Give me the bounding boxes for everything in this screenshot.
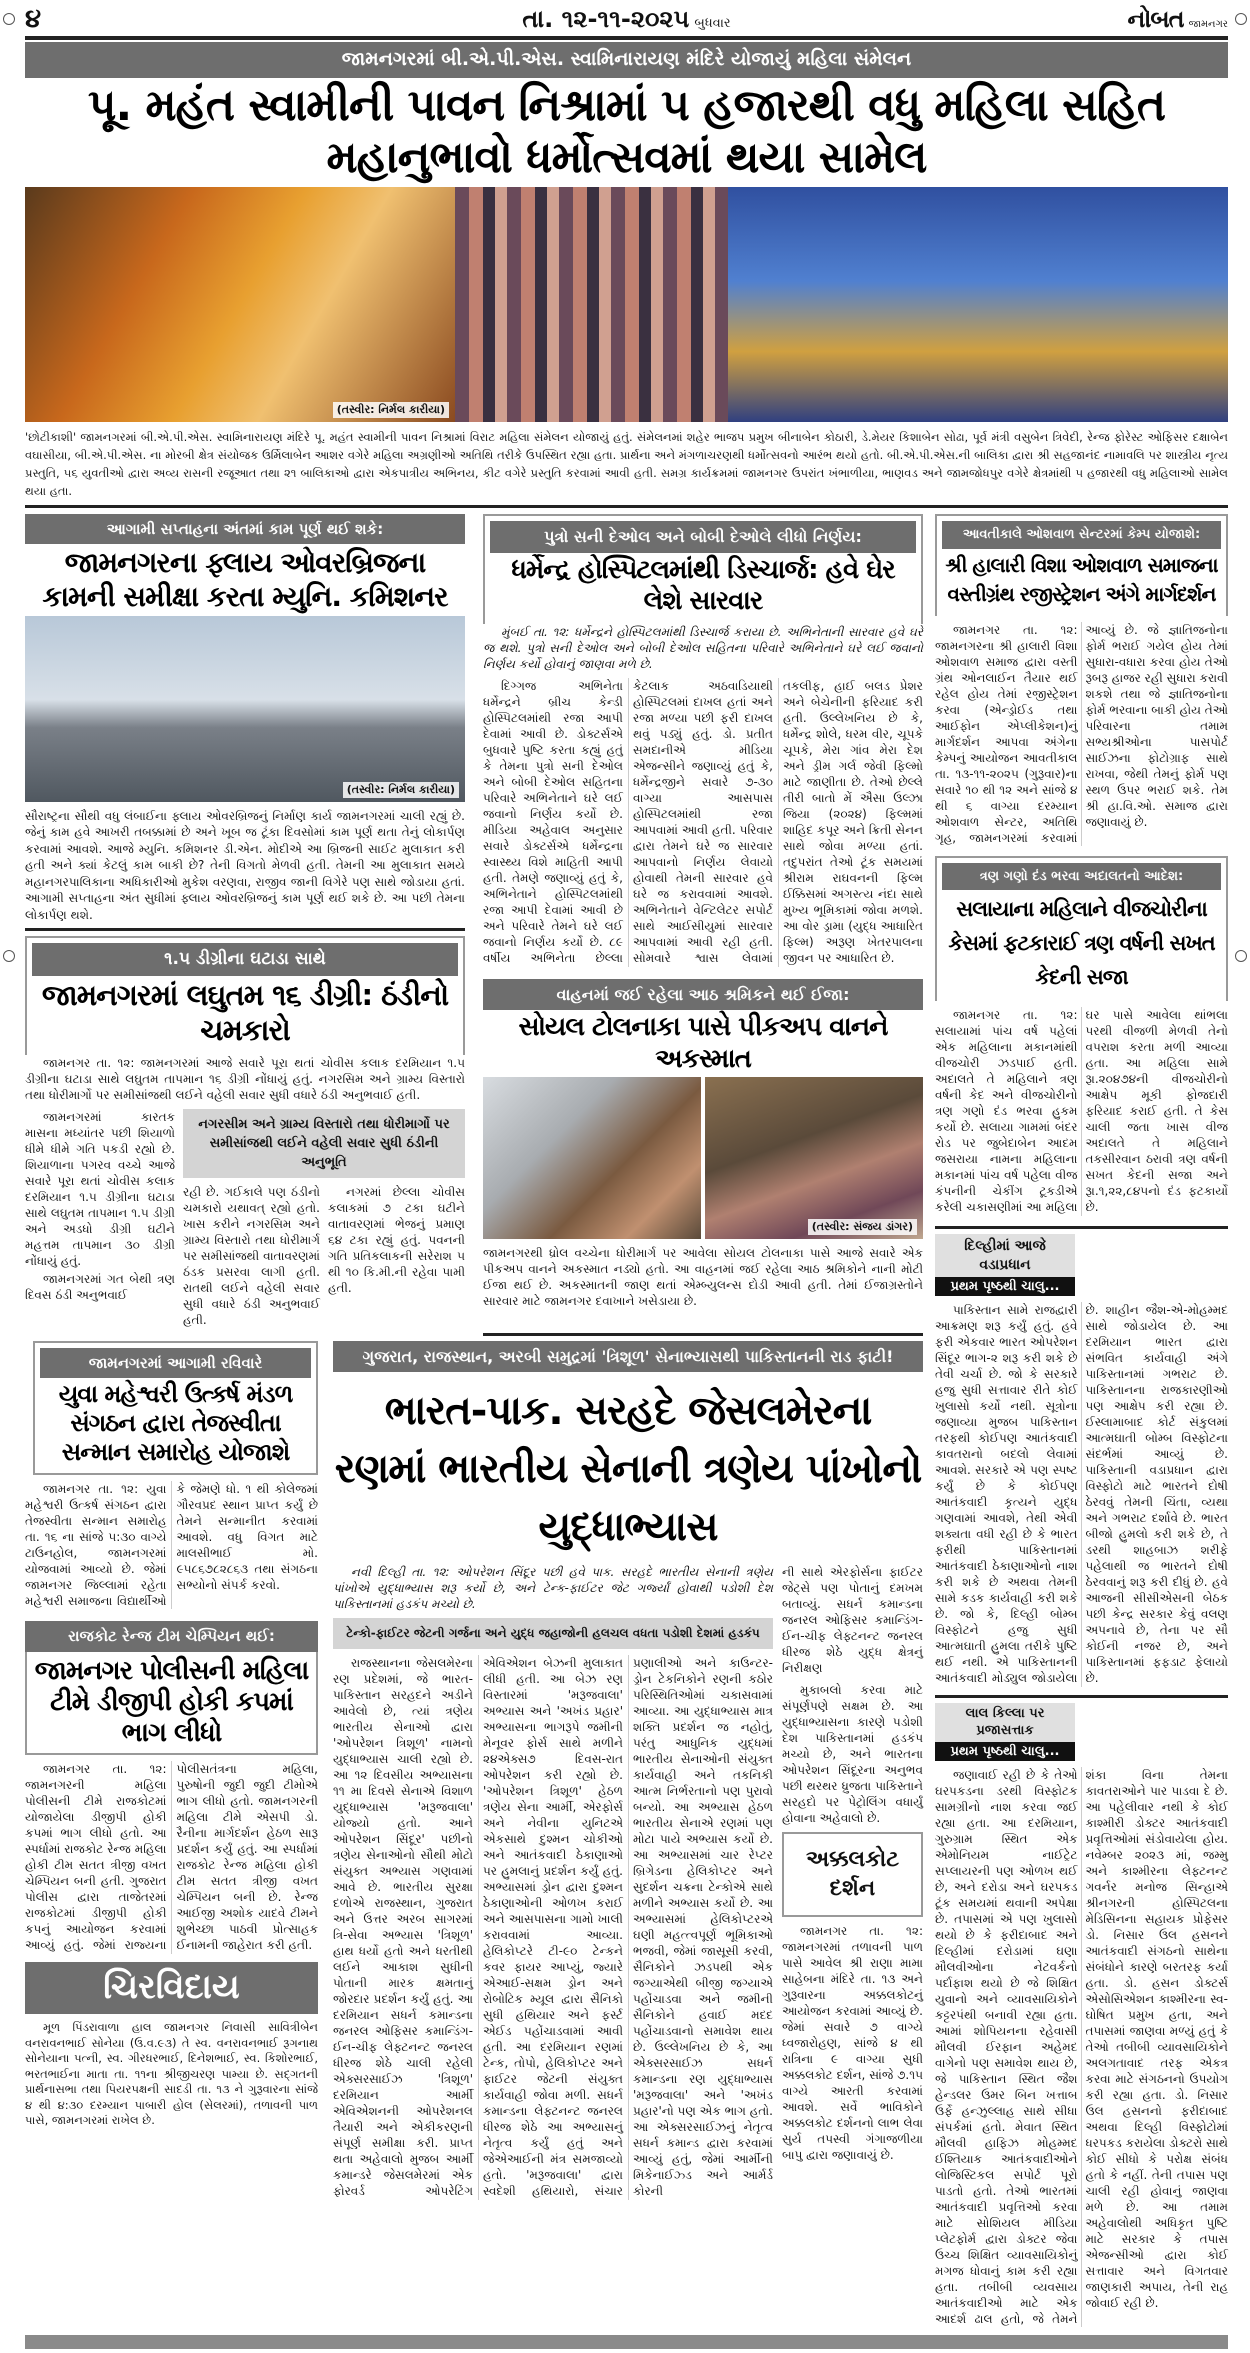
- photo-overturned-van: [483, 1077, 701, 1239]
- cold-col1b-text: જામનગરમાં ગત બેથી ત્રણ દિવસ ઠંડી અનુભવાઈ: [25, 1271, 175, 1302]
- cold-col1: [25, 1109, 175, 1305]
- pm-continued: પ્રથમ પૃષ્ઠથી ચાલુ...: [935, 1277, 1075, 1296]
- dharmendra-lead: [483, 624, 923, 672]
- trishul-section: [333, 1341, 923, 2200]
- registration-mark: [1235, 13, 1247, 25]
- cold-subcolumns: [183, 1184, 465, 1328]
- cold-col1-text: જામનગરમાં કારતક માસના મધ્યાંતર પછી શિયાળો ધીમે ધીમે ગતિ પકડી રહ્યો છે. શિયાળાના પગરવ વચ્ચે આજે સવારે પૂરા થતાં ચોવીસ કલાક દરમિયાન ૧.૫ ડીગ્રીના ઘટાડા સાથે લઘુતમ તાપમાન ૧.૫ ડીગ્રી અને અડધો ડીગ્રી ઘટીને મહત્તમ તાપમાન ૩૦ ડીગ્રી નોંધાયું હતું.: [25, 1109, 175, 1268]
- page-number: ૪: [25, 3, 42, 34]
- cold-lead: [25, 1055, 465, 1103]
- photo-credit: (તસ્વીર: નિર્મલ કારીયા): [333, 402, 449, 418]
- hockey-body-text: જામનગર તા. ૧૨: જામનગરની મહિલા પોલીસની ટીમે રાજકોટમાં યોજાયેલા ડીજીપી હોકી કપમાં ભાગ લીધો હતો. આ સ્પર્ધામાં રાજકોટ રેન્જ મહિલા હોકી ટીમ સતત ત્રીજી વખત ચેમ્પિયન બની હતી. ગુજરાત પોલીસ દ્વારા તાજેતરમાં રાજકોટમાં ડીજીપી હોકી કપનું આયોજન કરવામાં આવ્યું હતું. જેમાં રાજ્યના પોલીસતંત્રના મહિલા, પુરુષોની જુદી જુદી ટીમોએ ભાગ લીધો હતો. જામનગરની મહિલા ટીમે એસપી ડો. રૈનીના માર્ગદર્શન હેઠળ સારૂ પ્રદર્શન કર્યું હતું. આ સ્પર્ધામાં રાજકોટ રેન્જ મહિલા હોકી ટીમ સતત ત્રીજી વખત ચેમ્પિયન બની છે. રેન્જ આઈજી અશોક યાદવે ટીમને શુભેચ્છા પાઠવી પ્રોત્સાહક ઈનામની જાહેરાત કરી હતી.: [25, 1762, 318, 1953]
- middle-upper-column: [483, 514, 923, 1309]
- redfort-heading: [935, 1703, 1075, 1762]
- obituary-body: [25, 2020, 318, 2129]
- left-middle-area: [25, 514, 923, 2200]
- cold-columns: [25, 1109, 465, 1328]
- photo-credit: (તસ્વીર: નિર્મલ કારીયા): [343, 782, 459, 798]
- salaya-body-text: જામનગર તા. ૧૨: સલાયામાં પાંચ વર્ષ પહેલાં એક મહિલાના મકાનમાંથી વીજચોરી ઝડપાઈ હતી. અદાલતે તે મહિલાને ત્રણ વર્ષની કેદ અને વીજચોરીનો ત્રણ ગણો દંડ ભરવા હુકમ કર્યો છે. સલાયા ગામમાં બંદર રોડ પર જુબેદાબેન આદમ જસરાયા નામના મહિલાના મકાનમાં પાંચ વર્ષ પહેલા વીજ કંપનીની ચેકીંગ ટૂકડીએ કરેલી ચકાસણીમાં આ મહિલા ઘર પાસે આવેલા થાંભલા પરથી વીજળી મેળવી તેનો વપરાશ કરતા મળી આવ્યા હતા. આ મહિલા સામે રૂા.૨૦૪૭૪ની વીજચોરીનો આક્ષેપ મૂકી ફોજદારી ફરિયાદ કરાઈ હતી. તે કેસ ચાલી જતા ખાસ વીજ અદાલતે તે મહિલાને તકસીરવાન ઠરાવી ત્રણ વર્ષની સખત કેદની સજા અને રૂા.૧,૨૨,૮૪૫નો દંડ ફટકાર્યો છે.: [935, 1008, 1228, 1215]
- left-upper-column: [25, 514, 465, 1327]
- section-rule: [25, 505, 1228, 508]
- dharmendra-body-text: દિગ્ગજ અભિનેતા ધર્મેન્દ્રને બ્રીચ કેન્ડી હોસ્પિટલમાંથી રજા આપી દેવામાં આવી છે. ડોક્ટર્સએ બુધવારે પુષ્ટિ કરતા કહ્યું હતું કે તેમના પુત્રો સની દેઓલ અને બોબી દેઓલ સહિતના પરિવારે અભિનેતાને ઘરે લઈ જવાનો નિર્ણય કર્યો છે. મીડિયા અહેવાલ અનુસાર સવારે ડોક્ટર્સએ ધર્મેન્દ્રના સ્વાસ્થ્ય વિશે માહિતી આપી હતી. તેમણે જણાવ્યું હતું કે, અભિનેતાને હોસ્પિટલમાંથી રજા આપી દેવામાં આવી છે અને પરિવારે તેમને ઘરે લઈ જવાનો નિર્ણય કર્યો છે. ૮૯ વર્ષીય અભિનેતા છેલ્લા કેટલાક અઠવાડિયાથી હોસ્પિટલમાં દાખલ હતાં અને રજા મળ્યા પછી ફરી દાખલ થવું પડ્યું હતું. ડો. પ્રતીત સમદાનીએ મીડિયા એજન્સીને જણાવ્યું હતું કે, ધર્મેન્દ્રજીને સવારે ૭-૩૦ વાગ્યા આસપાસ હોસ્પિટલમાંથી રજા આપવામાં આવી હતી. પરિવાર દ્વારા તેમને ઘરે જ સારવાર આપવાનો નિર્ણય લેવાયો હોવાથી તેમની સારવાર હવે ઘરે જ કરાવવામાં આવશે. અભિનેતાને વેન્ટિલેટર સપોર્ટ સાથે આઈસીયુમાં સારવાર આપવામાં આવી રહી હતી. સોમવારે શ્વાસ લેવામાં તકલીફ, હાઈ બલડ પ્રેશર અને બેચેનીની ફરિયાદ કરી હતી. ઉલ્લેખનિય છે કે, ધર્મેન્દ્ર શોલે, ધરમ વીર, ચૂપકે ચૂપકે, મેરા ગાંવ મેરા દેશ અને ડ્રીમ ગર્લ જેવી ફિલ્મો માટે જાણીતા છે. તેઓ છેલ્લે તીરી બાતો મેં ઐસા ઉલ્ઝા જિયા (૨૦૨૪) ફિલ્મમાં શાહિદ કપૂર અને ક્રિતી સેનન સાથે જોવા મળ્યા હતાં. તદુપરાંત તેઓ ટૂંક સમયમાં શ્રીરામ રાઘવનની ફિલ્મ ઈક્કિસમાં અગસ્ત્ય નંદા સાથે મુખ્ય ભૂમિકામાં જોવા મળશે. આ વોર ડ્રામા (યુદ્ધ આધારિત ફિલ્મ) અરૂણ ખેતરપાલના જીવન પર આધારિત છે.: [483, 679, 923, 966]
- cold-col3-text: નગરમાં છેલ્લા ચોવીસ કલાકમાં ૭ ટકા ઘટીને વાતાવરણમાં ભેજનું પ્રમાણ ૬૪ ટકા રહ્યું હતું. પવનની ગતિ પ્રતિકલાકની સરેરાશ ૫ થી ૧૦ કિ.મી.ની રહેવા પામી હતી.: [328, 1184, 465, 1295]
- akkalkot-title: અક્કલકોટ દર્શન: [805, 1847, 900, 1901]
- accident-headline: સોયલ ટોલનાકા પાસે પીકઅપ વાનને અકસ્માત: [518, 1012, 888, 1074]
- registration-mark: [3, 950, 15, 962]
- flyover-kicker: આગામી સપ્તાહના અંતમાં કામ પૂર્ણ થઈ શકે:: [25, 514, 465, 544]
- salaya-box: [935, 856, 1228, 1002]
- obituary-body-text: મૂળ પિંડરાવાળા હાલ જામનગર નિવાસી સાવિત્રીબેન વનરાવનભાઈ સોનેયા (ઉ.વ.૯૩) તે સ્વ. વનરાવનભાઈ રૂગનાથ સોનેયાના પત્ની, સ્વ. ગીરધરભાઈ, દિનેશભાઈ, સ્વ. કિશોરભાઈ, ભરતભાઈના માતા તા. ૧૧ના શ્રીજીચરણ પામ્યા છે. સદ્ગતની પ્રાર્થનાસભા તથા પિયરપક્ષની સાદડી તા. ૧૩ ને ગુરૂવારના સાંજે ૪ થી ૪:૩૦ દરમ્યાન પાબારી હોલ (સેલરમાં), તળાવની પાળ પાસે, જામનગરમાં રાખેલ છે.: [25, 2020, 318, 2128]
- hockey-box: [25, 1652, 318, 1756]
- hockey-kicker: રાજકોટ રેન્જ ટીમ ચેમ્પિયન થઈ:: [25, 1621, 318, 1651]
- dharmendra-body: [483, 678, 923, 967]
- trishul-columns: [333, 1564, 923, 2199]
- salaya-kicker: ત્રણ ગણો દંડ ભરવા અદાલતનો આદેશ:: [942, 863, 1221, 891]
- masthead: [25, 2, 1228, 36]
- photo-injured-workers: [705, 1077, 923, 1239]
- obituary-title: ચિરવિદાય: [25, 1962, 318, 2014]
- maheshwari-body: [25, 1481, 318, 1609]
- cold-right-part: [183, 1109, 465, 1328]
- akkalkot-body: [782, 1923, 923, 2163]
- trishul-subhead: ટેન્કો-ફાઈટર જેટની ગર્જના અને યુદ્ધ જહાજોની હલચલ વધતા પડોશી દેશમાં હડકંપ: [333, 1618, 773, 1649]
- footer-bar: [25, 2335, 1228, 2349]
- cold-headline: જામનગરમાં લઘુતમ ૧૬ ડીગ્રી: ઠંડીનો ચમકારો: [41, 978, 449, 1047]
- trishul-col4: [782, 1682, 923, 1826]
- trishul-body-text: રાજસ્થાનના જેસલમેરના રણ પ્રદેશમાં, જે ભારત-પાકિસ્તાન સરહદને અડીને આવેલો છે, ત્યાં ત્રણેય ભારતીય સેનાઓ દ્વારા 'ઓપરેશન ત્રિશૂળ' નામનો યુદ્ધાભ્યાસ ચાલી રહ્યો છે. આ ૧૨ દિવસીય અભ્યાસના ૧૧ મા દિવસે સેનાએ વિશાળ યુદ્ધાભ્યાસ 'મરૂજવાલા' યોજ્યો હતો. આને ઓપરેશન સિંદૂર' પછીનો ત્રણેય સેનાઓનો સૌથી મોટો સંયુક્ત અભ્યાસ ગણવામાં આવે છે. ભારતીય સુરક્ષા દળોએ રાજસ્થાન, ગુજરાત અને ઉત્તર અરબ સાગરમાં ત્રિ-સેવા અભ્યાસ 'ત્રિશૂળ' હાથ ધર્યો હતો અને ધરતીથી લઈને આકાશ સુધીની પોતાની મારક ક્ષમતાનું જોરદાર પ્રદર્શન કર્યું હતું. આ દરમિયાન સધર્ન કમાન્ડના જનરલ ઓફિસર કમાન્ડિંગ-ઈન-ચીફ લેફ્ટનન્ટ જનરલ ધીરજ શેઠે ચાલી રહેલી એક્સરસાઈઝ 'ત્રિશૂળ' દરમિયાન આર્મી એવિએશનની ઓપરેશનલ તૈયારી અને એકીકરણની સંપૂર્ણ સમીક્ષા કરી. પ્રાપ્ત થતા અહેવાલો મુજબ આર્મી કમાન્ડરે જેસલમેરમાં એક ફોરવર્ડ ઓપરેટિંગ એવિએશન બેઝની મુલાકાત લીધી હતી. આ બેઝ રણ વિસ્તારમાં 'મરૂજવાલા' અભ્યાસ અને 'અખંડ પ્રહાર' અભ્યાસના ભાગરૂપે જમીની મેનૂવર ફોર્સ સાથે મળીને ૨૪એક્સ૭ દિવસ-રાત ઓપરેશન કરી રહ્યો છે. 'ઓપરેશન ત્રિશૂળ' હેઠળ ત્રણેય સેના આર્મી, એરફોર્સ અને નેવીના યુનિટએ એકસાથે દુશ્મન ચોકીઓ અને આતંકવાદી ઠેકાણાઓ પર હુમલાનું પ્રદર્શન કર્યું હતું. અભ્યાસમાં ડ્રોન દ્વારા દુશ્મન ઠેકાણાઓની ઓળખ કરાઈ અને આસપાસના ગામો ખાલી કરાવવામાં આવ્યા. હેલિકોપ્ટરે ટી-૯૦ ટેન્કને કવર ફાયર આપ્યું, જ્યારે એઆઈ-સક્ષમ ડ્રોન અને રોબોટિક મ્યૂલ દ્વારા સૈનિકો સુધી હથિયાર અને ફર્સ્ટ એઈડ પહોંચાડવામાં આવી હતી. આ દરમિયાન રણમાં ટેન્ક, તોપો, હેલિકોપ્ટર અને ફાઈટર જેટની સંયુક્ત કાર્યવાહી જોવા મળી. સધર્ન કમાન્ડના લેફ્ટનન્ટ જનરલ ધીરજ શેઠે આ અભ્યાસનું નેતૃત્વ કર્યું હતું અને જેએઆઈની મંત્ર સમજાવ્યો હતો. 'મરૂજવાલા' દ્વારા સ્વદેશી હથિયારો, સંચાર પ્રણાલીઓ અને કાઉન્ટર-ડ્રોન ટેકનિકોને રણની કઠોર પરિસ્થિતિઓમાં ચકાસવામાં આવ્યા. આ યુદ્ધાભ્યાસ માત્ર શક્તિ પ્રદર્શન જ નહોતું, પરંતુ આધુનિક યુદ્ધમાં ભારતીય સેનાઓની સંયુક્ત કાર્યવાહી અને તકનિકી આત્મ નિર્ભરતાનો પણ પુરાવો બન્યો. આ અભ્યાસ હેઠળ ભારતીય સેનાએ રણમાં પણ મોટા પાયે અભ્યાસ કર્યો છે. આ અભ્યાસમાં ચાર રેપ્ટર બ્રિગેડના હેલિકોપ્ટર અને સુદર્શન ચક્રના ટેન્કોએ સાથે મળીને અભ્યાસ કર્યો છે. આ અભ્યાસમાં હેલિકોપ્ટરએ ઘણી મહત્ત્વપૂર્ણ ભૂમિકાઓ ભજવી, જેમાં જાસૂસી કરવી, સૈનિકોને ઝડપથી એક જગ્યાએથી બીજી જગ્યાએ પહોંચાડવા અને જમીની સૈનિકોને હવાઈ મદદ પહોંચાડવાનો સમાવેશ થાય છે. ઉલ્લેખનિય છે કે, આ એક્સરસાઈઝ સધર્ન કમાન્ડના રણ યુદ્ધાભ્યાસ 'મરૂજવાલા' અને 'અખંડ પ્રહાર'નો પણ એક ભાગ હતો. આ એક્સરસાઈઝનું નેતૃત્વ સધર્ન કમાન્ડ દ્વારા કરવામાં આવ્યું હતું, જેમાં આર્મીની મિકેનાઈઝ્ડ અને આર્મર્ડ કોરની: [333, 1656, 773, 2199]
- cold-box: [25, 936, 465, 1055]
- newspaper-logo: [1028, 5, 1228, 33]
- hockey-headline: જામનગર પોલીસની મહિલા ટીમે ડીજીપી હોકી કપમાં ભાગ લીધો: [34, 1655, 309, 1748]
- trishul-body: [333, 1655, 773, 2200]
- right-column: [935, 514, 1228, 2327]
- oshwal-headline: શ્રી હાલારી વિશા ઓશવાળ સમાજના વસ્તીગ્રંથ રજીસ્ટ્રેશન અંગે માર્ગદર્શન: [945, 552, 1218, 606]
- maheshwari-kicker: જામનગરમાં આગામી રવિવારે: [40, 1348, 311, 1378]
- hockey-body: [25, 1761, 318, 1954]
- lead-kicker: જામનગરમાં બી.એ.પી.એસ. સ્વામિનારાયણ મંદિરે યોજાયું મહિલા સંમેલન: [25, 42, 1228, 78]
- oshwal-body-text: જામનગર તા. ૧૨: જામનગરના શ્રી હાલારી વિશા ઓશવાળ સમાજ દ્વારા વસ્તી ગ્રંથ ઓનલાઈન તૈયાર થઈ રહેલ હોય તેમાં રજીસ્ટ્રેશન કરવા (એન્ડ્રોઈડ તથા આઈફોન એપ્લીકેશન)નું માર્ગદર્શન આપવા અંગેના કેમ્પનું આયોજન આવતીકાલ તા. ૧૩-૧૧-૨૦૨૫ (ગુરૂવાર)ના સવારે ૧૦ થી ૧૨ અને સાંજે ૪ થી ૬ વાગ્યા દરમ્યાન ઓશવાળ સેન્ટર, અતિથિ ગૃહ, જામનગરમાં કરવામાં આવ્યું છે. જે જ્ઞાતિજનોના ફોર્મ ભરાઈ ગયેલ હોય તેમાં સુધારા-વધારા કરવા હોય તેઓ રૂબરૂ હાજર રહી સુધારા કરાવી શકશે તથા જે જ્ઞાતિજનોના ફોર્મ ભરવાના બાકી હોય તેઓ પરિવારના તમામ સભ્યશ્રીઓના પાસપોર્ટ સાઈઝના ફોટોગ્રાફ સાથે રાખવા, જેથી તેમનું ફોર્મ પણ સ્થળ ઉપર ભરાઈ શકે. તેમ શ્રી હા.વિ.ઓ. સમાજ દ્વારા જણાવાયું છે.: [935, 622, 1228, 845]
- cold-subhead: નગરસીમ અને ગ્રામ્ય વિસ્તારો તથા ધોરીમાર્ગો પર સમીસાંજથી લઈને વહેલી સવાર સુધી ઠંડીની અનુભૂતિ: [183, 1109, 465, 1178]
- oshwal-body: [935, 622, 1228, 846]
- accident-kicker: વાહનમાં જઈ રહેલા આઠ શ્રમિકને થઈ ઈજા:: [483, 979, 923, 1011]
- accident-body: જામનગરથી ધ્રોલ વચ્ચેના ધોરીમાર્ગ પર આવેલા સોયલ ટોલનાકા પાસે આજે સવારે એક પીકઅપ વાનને અકસ્માત નડ્યો હતો. આ વાહનમાં જઈ રહેલા આઠ શ્રમિકોને નાની મોટી ઈજા થઈ છે. અકસ્માતની જાણ થતાં એમ્બ્યુલન્સ દોડી આવી હતી. તેમાં ઈજાગ્રસ્તોને સારવાર માટે જામનગર દવાખાને ખસેડાયા છે.: [483, 1245, 923, 1308]
- section-rule: [25, 928, 465, 931]
- page-date: [522, 5, 730, 33]
- maheshwari-body-text: જામનગર તા. ૧૨: યુવા મહેશ્વરી ઉત્કર્ષ સંગઠન દ્વારા તેજસ્વીતા સન્માન સમારોહ તા. ૧૬ ના સાંજે ૫:૩૦ વાગ્યે ટાઉનહોલ, જામનગરમાં યોજવામાં આવ્યો છે. જેમાં જામનગર જિલ્લામાં રહેતા મહેશ્વરી સમાજના વિદ્યાર્થીઓ કે જેમણે ધો. ૧ થી કોલેજમાં ગૌરવપ્રદ સ્થાન પ્રાપ્ત કર્યું છે તેમને સન્માનીત કરવામાં આવશે. વધુ વિગત માટે માલસીભાઈ મો. ૯૫૮૬૭૮૨૮૬૩ તથા સંગઠના સભ્યોનો સંપર્ક કરવો.: [25, 1482, 318, 1609]
- cold-col3: [328, 1184, 465, 1298]
- dharmendra-box: [483, 514, 923, 624]
- dharmendra-lead-text: મુંબઈ તા. ૧૨: ધર્મેન્દ્રને હોસ્પિટલમાંથી ડિસ્ચાર્જ કરાયા છે. અભિનેતાની સારવાર હવે ઘરે જ થશે. પુત્રો સની દેઓલ અને બોબી દેઓલ સહિતના પરિવારે અભિનેતાને ઘરે લઈ જવાનો નિર્ણય કર્યો હોવાનું જાણવા મળે છે.: [483, 625, 923, 672]
- lower-page: [25, 514, 1228, 2327]
- photo-flyover-inspection: [25, 616, 465, 802]
- accident-photos: [483, 1077, 923, 1239]
- photo-stage-performance: [728, 187, 1228, 422]
- registration-mark: [1235, 950, 1247, 962]
- upper-row: [25, 514, 923, 1327]
- cold-kicker: ૧.૫ ડીગ્રીના ઘટાડા સાથે: [32, 943, 458, 976]
- oshwal-box: [935, 514, 1228, 616]
- photo-mahant-swami: [25, 187, 455, 422]
- redfort-body-text: જણાવાઈ રહી છે કે તેઓ ઘરપકડના ડરથી વિસ્ફોટક સામગ્રીનો નાશ કરવા જઈ રહ્યા હતા. આ દરમિયાન, ગુરુગ્રામ સ્થિત એક એમોનિયમ નાઈટ્રેટ સપ્લાયરની પણ ઓળખ થઈ છે, અને દરોડા અને ઘરપકડ ટૂંક સમયમાં થવાની અપેક્ષા છે. તપાસમાં એ પણ ખુલાસો થયો છે કે ફરીદાબાદ અને દિલ્હીમાં દરોડામાં ઘણા મૌલવીઓના નેટવર્કનો પર્દાફાશ થયો છે જે શિક્ષિત યુવાનો અને વ્યાવસાયિકોને કટ્ટરપંથી બનાવી રહ્યા હતા. આમાં શોપિયનના રહેવાસી મૌલવી ઈરફાન અહેમદ વાગેનો પણ સમાવેશ થાય છે, જે પાકિસ્તાન સ્થિત જૈશ હેન્ડલર ઉમર બિન ખત્તાબ ઉર્ફે હન્ઝુલ્લાહ સાથે સીધા સંપર્કમાં હતો. મેવાત સ્થિત મૌલવી હાફિઝ મોહમ્મદ ઈશ્તિયાક આતંકવાદીઓને લોજિસ્ટિકલ સપોર્ટ પૂરો પાડતો હતો. તેઓ ભારતમાં આતંકવાદી પ્રવૃત્તિઓ કરવા માટે સોશિયલ મીડિયા પ્લેટફોર્મ દ્વારા ડોક્ટર જેવા ઉચ્ચ શિક્ષિત વ્યાવસાયિકોનું મગજ ધોવાનું કામ કરી રહ્યા હતા. તબીબી વ્યવસાય આતંકવાદીઓ માટે એક આદર્શ ઢાલ હતો, જે તેમને શંકા વિના તેમના કાવતરાઓને પાર પાડવા દે છે. આ પહેલીવાર નથી કે કોઈ કાશ્મીરી ડોક્ટર આતંકવાદી પ્રવૃત્તિઓમાં સંડોવાયેલા હોય. નવેમ્બર ૨૦૨૩ માં, જમ્મુ અને કાશ્મીરના લેફ્ટનન્ટ ગવર્નર મનોજ સિન્હાએ શ્રીનગરની હોસ્પિટલના મેડિસિનના સહાયક પ્રોફેસર ડો. નિસાર ઉલ હસનને આતંકવાદી સંગઠનો સાથેના સંબંધોને કારણે બરતરફ કર્યા હતા. ડો. હસન ડોક્ટર્સ એસોસિએશન કાશ્મીરના સ્વ-ઘોષિત પ્રમુખ હતા, અને તપાસમાં જાણવા મળ્યું હતું કે તેઓ તબીબી વ્યાવસાયિકોને અલગતાવાદ તરફ એકત્ર કરવા માટે સંગઠનનો ઉપયોગ કરી રહ્યા હતા. ડો. નિસાર ઉલ હસનનો ફરીદાબાદ અથવા દિલ્હી વિસ્ફોટોમાં ધરપકડ કરાયેલા ડોક્ટરો સાથે કોઈ સીધો કે પરોક્ષ સંબંધ હતો કે નહીં. તેની તપાસ પણ ચાલી રહી હોવાનું જાણવા મળે છે. આ તમામ અહેવાલોથી અધિકૃત પુષ્ટિ માટે સરકાર કે તપાસ એજન્સીઓ દ્વારા કોઈ સત્તાવાર અને વિગતવાર જાણકારી અપાય, તેની રાહ જોવાઈ રહી છે.: [935, 1768, 1228, 2327]
- redfort-label: લાલ કિલ્લા પર પ્રજાસત્તાક: [935, 1703, 1075, 1743]
- pm-label: દિલ્હીમાં આજે વડાપ્રધાન: [935, 1234, 1075, 1276]
- left-lower-column: [25, 1341, 318, 2131]
- cold-col2: રહી છે. ગઈકાલે પણ ઠંડીનો ચમકારો યથાવત્ રહ્યો હતો. ખાસ કરીને નગરસિમ અને ગ્રામ્ય વિસ્તારો તથા ધોરીમાર્ગ પર સમીસાંજથી વાતાવરણમાં ઠંડક પ્રસરવા લાગી હતી. રાતથી લઈને વહેલી સવાર સુધી વધારે ઠંડી અનુભવાઈ હતી.: [183, 1184, 320, 1327]
- weekday: બુધવાર: [694, 16, 731, 31]
- registration-mark: [3, 13, 15, 25]
- trishul-lead-text: નવી દિલ્હી તા. ૧૨: ઓપરેશન સિંદૂર પછી હવે પાક. સરહદે ભારતીય સેનાની ત્રણેય પાંખોએ યુદ્ધાભ્યાસ શરૂ કર્યો છે, અને ટેન્ક-ફાઈટર જેટ ગર્જ્યાં હોવાથી પડોશી દેશ પાકિસ્તાનમાં હડકંપ મચ્યો છે.: [333, 1565, 773, 1612]
- section-rule: [483, 1333, 923, 1336]
- lead-photos: [25, 187, 1228, 422]
- redfort-body: [935, 1767, 1228, 2327]
- dharmendra-headline: ધર્મેન્દ્ર હોસ્પિટલમાંથી ડિસ્ચાર્જ: હવે ઘેર લેશે સારવાર: [511, 554, 895, 617]
- redfort-continued: પ્રથમ પૃષ્ઠથી ચાલુ...: [935, 1742, 1075, 1761]
- pm-heading: [935, 1234, 1075, 1295]
- logo-city: જામનગર: [1188, 19, 1228, 30]
- dharmendra-kicker: પુત્રો સની દેઓલ અને બોબી દેઓલે લીધો નિર્ણય:: [490, 521, 916, 553]
- photo-credit: (તસ્વીર: સંજય ડાંગર): [808, 1219, 917, 1235]
- trishul-lead: [333, 1564, 773, 1612]
- trishul-side: ની સાથે એરફોર્સના ફાઈટર જેટ્સે પણ પોતાનું દમખમ બતાવ્યું. સધર્ન કમાન્ડના જનરલ ઓફિસર કમાન્ડિંગ-ઈન-ચીફ લેફ્ટનન્ટ જનરલ ધીરજ શેઠે યુદ્ધ ક્ષેત્રનું નિરીક્ષણ: [782, 1565, 923, 1676]
- trishul-main: [333, 1564, 773, 2199]
- flyover-headline: જામનગરના ફ્લાય ઓવરબ્રિજના કામની સમીક્ષા કરતા મ્યુનિ. કમિશનર: [42, 546, 448, 614]
- maheshwari-box: [33, 1341, 318, 1476]
- akkalkot-body-text: જામનગર તા. ૧૨: જામનગરમાં તળાવની પાળ પાસે આવેલ શ્રી રાણા મામા સાહેબના મંદિરે તા. ૧૩ અને ગુરૂવારના અક્કલકોટનું આયોજન કરવામાં આવ્યું છે. જેમાં સવારે ૭ વાગ્યે ધ્વજારોહણ, સાંજે ૪ થી રાત્રિના ૯ વાગ્યા સુધી અક્કલકોટ દર્શન, સાંજે ૭.૧૫ વાગ્યે આરતી કરવામાં આવશે. સર્વે ભાવિકોને અક્કલકોટ દર્શનનો લાભ લેવા સુર્ય તપસ્વી ગંગાજળીયા બાપુ દ્વારા જણાવાયું છે.: [782, 1924, 923, 2163]
- salaya-body: [935, 1007, 1228, 1216]
- section-rule: [935, 1695, 1228, 1698]
- lead-headline: પૂ. મહંત સ્વામીની પાવન નિશ્રામાં ૫ હજારથી વધુ મહિલા સહિત મહાનુભાવો ધર્મોત્સવમાં થયા સામેલ: [87, 79, 1166, 184]
- trishul-col4-text: મુકાબલો કરવા માટે સંપૂર્ણપણે સક્ષમ છે. આ યુદ્ધાભ્યાસના કારણે પડોશી દેશ પાકિસ્તાનમાં હડકંપ મચ્યો છે, અને ભારતના ઓપરેશન સિંદૂરના અનુભવ પછી થરથર ધ્રુજતા પાકિસ્તાને સરહદો પર પેટ્રોલિંગ વધાર્યું હોવાના અહેવાલો છે.: [782, 1683, 923, 1826]
- pm-body-text: પાકિસ્તાન સામે રાજદ્વારી આક્રમણ શરૂ કર્યું હતું. હવે ફરી એકવાર ભારત ઓપરેશન સિંદૂર ભાગ-૨ શરૂ કરી શકે છે તેવી ચર્ચા છે. જો કે સરકારે હજુ સુધી સત્તાવાર રીતે કોઈ ખુલાસો કર્યો નથી. સૂત્રોના જણાવ્યા મુજબ પાકિસ્તાન તરફથી કોઈપણ આતંકવાદી કાવતરાનો બદલો લેવામાં આવશે. સરકારે એ પણ સ્પષ્ટ કર્યું છે કે કોઈપણ આતંકવાદી કૃત્યને યુદ્ધ ગણવામાં આવશે, તેથી એવી શક્યતા વધી રહી છે કે ભારત ફરીથી પાકિસ્તાનમાં આતંકવાદી ઠેકાણાઓનો નાશ કરી શકે છે અથવા તેમની સામે કડક કાર્યવાહી કરી શકે છે. જો કે, દિલ્હી બોમ્બ વિસ્ફોટને હજુ સુધી આત્મઘાતી હુમલા તરીકે પુષ્ટિ થઈ નથી. એ પાકિસ્તાનની આતંકવાદી મોડ્યુલ જોડાયેલા છે. શાહીન જૈશ-એ-મોહમ્મદ સાથે જોડાયેલ છે. આ દરમિયાન ભારત દ્વારા સંભવિત કાર્યવાહી અંગે પાકિસ્તાનમાં ગભરાટ છે. પાકિસ્તાનના રાજકારણીઓ પણ આક્ષેપ કરી રહ્યા છે. ઈસ્લામાબાદ કોર્ટ સંકુલમાં આત્મઘાતી બોમ્બ વિસ્ફોટના સંદર્ભમાં આવ્યું છે. પાકિસ્તાની વડાપ્રધાન દ્વારા વિસ્ફોટો માટે ભારતને દોષી ઠેરવવું તેમની ચિંતા, વ્યથા અને ગભરાટ દર્શાવે છે. ભારત બીજો હુમલો કરી શકે છે, તે ડરથી શાહબાઝ શરીફે પહેલાથી જ ભારતને દોષી ઠેરવવાનું શરૂ કરી દીધું છે. હવે આજની સીસીએસની બેઠક પછી કેન્દ્ર સરકાર કેવું વલણ અપનાવે છે, તેના પર સૌ કોઈની નજર છે, અને પાકિસ્તાનમાં ફફડાટ ફેલાયો છે.: [935, 1302, 1228, 1685]
- trishul-side-column: [782, 1564, 923, 2165]
- photo-women-audience: [455, 187, 728, 422]
- logo-text: નોબત: [1127, 5, 1184, 33]
- lower-row: [25, 1341, 923, 2200]
- salaya-headline: સલાયાના મહિલાને વીજચોરીના કેસમાં ફટકારાઈ ત્રણ વર્ષની સખત કેદની સજા: [948, 897, 1215, 990]
- lead-caption: 'છોટીકાશી' જામનગરમાં બી.એ.પી.એસ. સ્વામિનારાયણ મંદિરે પૂ. મહંત સ્વામીની પાવન નિશ્રામાં વિરાટ મહિલા સંમેલન યોજાયું હતું. સંમેલનમાં શહેર ભાજપ પ્રમુખ બીનાબેન કોઠારી, ડે.મેયર કિશાબેન સોઢા, પૂર્વ મંત્રી વસુબેન ત્રિવેદી, રેન્જ ફોરેસ્ટ ઓફિસર દક્ષાબેન વઘાસીયા, બી.એ.પી.એસ. ના મોરબી ક્ષેત્ર સંયોજક ઉર્મિલાબેન આશર વગેરે મહિલા અગ્રણીઓ અતિથિ તરીકે ઉપસ્થિત રહ્યા હતા. પ્રાર્થના અને મંગળાચરણથી ધર્મોત્સવનો આરંભ થયો હતો. બી.એ.પી.એસ.ની બાલિકા દ્વારા શ્રી સહજાનંદ નામાવલિ પર શાસ્ત્રીય નૃત્ય પ્રસ્તુતિ, ૫૬ યુવતીઓ દ્વારા અવ્ય રાસની રજૂઆત તથા ૨૧ બાલિકાઓ દ્વારા એકપાત્રીય અભિનય, કીટ વગેરે પ્રસ્તુતિ કરવામાં આવી હતી. સમગ્ર કાર્યક્રમમાં જામનગર ઉપરાંત ખંભાળીયા, ભાણવડ અને જામજોધપુર વગેરે ક્ષેત્રમાંથી ૫ હજારથી વધુ મહિલાઓ સામેલ થયા હતા.: [25, 430, 1229, 499]
- section-rule: [935, 1226, 1228, 1229]
- akkalkot-box: [782, 1832, 923, 1917]
- trishul-kicker: ગુજરાત, રાજસ્થાન, અરબી સમુદ્રમાં 'ત્રિશૂળ' સેનાભ્યાસથી પાકિસ્તાનની રાડ ફાટી!: [333, 1341, 923, 1373]
- pm-body: [935, 1302, 1228, 1687]
- cold-lead-text: જામનગર તા. ૧૨: જામનગરમાં આજે સવારે પૂરા થતાં ચોવીસ કલાક દરમિયાન ૧.૫ ડીગ્રીના ઘટાડા સાથે લઘુતમ તાપમાન ૧૬ ડીગ્રી નોંધાયું હતું. નગરસિમ અને ગ્રામ્ય વિસ્તારો તથા ધોરીમાર્ગો પર સમીસાંજથી લઈને વહેલી સવાર સુધી વધારે ઠંડી અનુભવાઈ હતી.: [25, 1055, 465, 1102]
- date: તા. ૧૨-૧૧-૨૦૨૫: [522, 5, 690, 33]
- trishul-headline: ભારત-પાક. સરહદે જેસલમેરના રણમાં ભારતીય સેનાની ત્રણેય પાંખોનો યુદ્ધાભ્યાસ: [334, 1388, 922, 1551]
- oshwal-kicker: આવતીકાલે ઓશવાળ સેન્ટરમાં કેમ્પ યોજાશે:: [942, 521, 1221, 549]
- maheshwari-headline: યુવા મહેશ્વરી ઉત્કર્ષ મંડળ સંગઠન દ્વારા તેજસ્વીતા સન્માન સમારોહ યોજાશે: [58, 1379, 293, 1466]
- masthead-rule: [25, 36, 1228, 40]
- flyover-body: સૌરાષ્ટ્રના સૌથી વધુ લંબાઈના ફ્લાય ઓવરબ્રિજનું નિર્માણ કાર્ય જામનગરમાં ચાલી રહ્યું છે. જેનું કામ હવે આખરી તબક્કામાં છે અને ખૂબ જ ટૂંકા દિવસોમાં કામ પૂર્ણ થતા તેનું લોકાર્પણ કરવામાં આવશે. આજે મ્યુનિ. કમિશનર ડી.એન. મોદીએ આ બ્રિજની સાઈટ મુલાકાત કરી હતી અને ક્યાં કેટલું કામ બાકી છે? તેની વિગતો મેળવી હતી. તેમની આ મુલાકાત સમયે મહાનગરપાલિકાના અધિકારીઓ મુકેશ વરણવા, રાજીવ જાની વિગેરે પણ સાથે જોડાયા હતાં. આગામી સપ્તાહના અંત સુધીમાં ફ્લાય ઓવરબ્રિજનું કામ પૂર્ણ થઈ શકે છે. આ પછી તેમના લોકાર્પણ થશે.: [25, 808, 465, 922]
